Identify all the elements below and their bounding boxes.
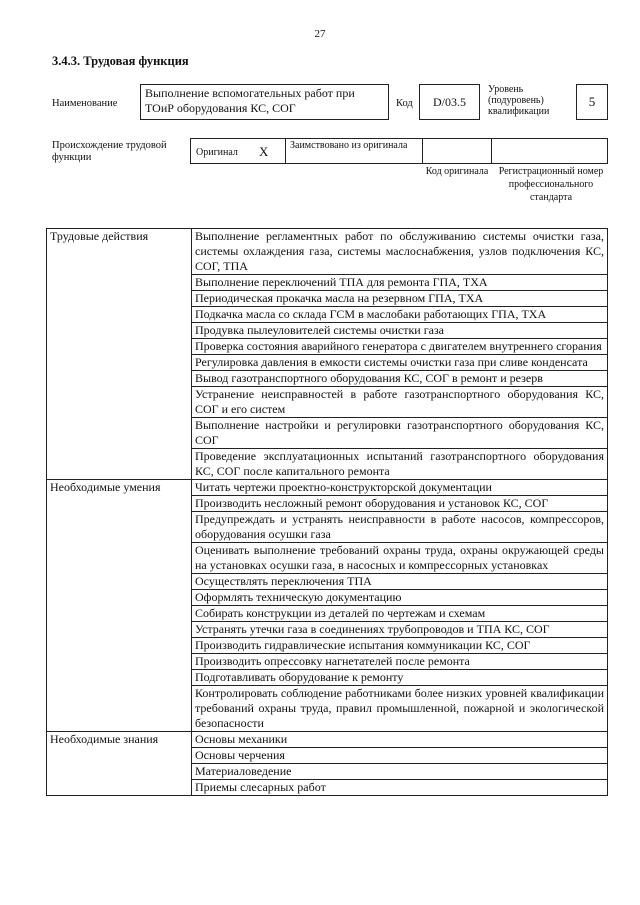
- section-item: Материаловедение: [192, 764, 608, 780]
- table-row: [47, 480, 608, 496]
- section-item: Выполнение настройки и регулировки газотранспортного оборудования КС, СОГ: [192, 418, 608, 449]
- section-item: Выполнение регламентных работ по обслуживанию системы очистки газа, системы охлаждения газа, системы маслоснабжения, узлов подключения КС, СОГ, ТПА: [192, 229, 608, 275]
- section-item: Оформлять техническую документацию: [192, 590, 608, 606]
- code-original-cell: [422, 138, 492, 164]
- section-item: Устранение неисправностей в работе газотранспортного оборудования КС, СОГ и его систем: [192, 387, 608, 418]
- section-item: Производить гидравлические испытания коммуникации КС, СОГ: [192, 638, 608, 654]
- section-title: Трудовые действия: [47, 229, 192, 480]
- name-label: Наименование: [52, 98, 118, 109]
- section-item: Вывод газотранспортного оборудования КС, СОГ в ремонт и резерв: [192, 371, 608, 387]
- borrowed-label: Заимствовано из оригинала: [290, 140, 408, 151]
- table-row: [47, 732, 608, 748]
- section-item: Проведение эксплуатационных испытаний газотранспортного оборудования КС, СОГ после капитального ремонта: [192, 449, 608, 480]
- page-number: 27: [314, 28, 326, 40]
- section-item: Собирать конструкции из деталей по чертежам и схемам: [192, 606, 608, 622]
- level-label: Уровень (подуровень) квалификации: [488, 84, 550, 117]
- section-item: Производить несложный ремонт оборудования и установок КС, СОГ: [192, 496, 608, 512]
- original-mark: X: [259, 144, 269, 159]
- code-original-label: Код оригинала: [425, 166, 489, 177]
- section-item: Оценивать выполнение требований охраны труда, охраны окружающей среды на установках осушки газа, в насосных и компрессорных установках: [192, 543, 608, 574]
- section-item: Производить опрессовку нагнетателей после ремонта: [192, 654, 608, 670]
- code-label: Код: [396, 98, 413, 109]
- original-cell: [190, 138, 286, 164]
- origin-table: [190, 138, 608, 164]
- section-heading: 3.4.3. Трудовая функция: [52, 54, 189, 68]
- section-item: Выполнение переключений ТПА для ремонта ГПА, ТХА: [192, 275, 608, 291]
- reg-number-cell: [491, 138, 608, 164]
- section-title: Необходимые знания: [47, 732, 192, 796]
- origin-label: Происхождение трудовой функции: [52, 140, 167, 163]
- section-item: Подкачка масла со склада ГСМ в маслобаки работающих ГПА, ТХА: [192, 307, 608, 323]
- function-details-table: [46, 228, 608, 796]
- section-title: Необходимые умения: [47, 480, 192, 732]
- section-item: Продувка пылеуловителей системы очистки газа: [192, 323, 608, 339]
- borrowed-cell: [285, 138, 423, 164]
- original-label: Оригинал: [196, 147, 238, 158]
- section-item: Основы черчения: [192, 748, 608, 764]
- table-row: [47, 229, 608, 275]
- section-item: Осуществлять переключения ТПА: [192, 574, 608, 590]
- section-item: Регулировка давления в емкости системы очистки газа при сливе конденсата: [192, 355, 608, 371]
- section-item: Контролировать соблюдение работниками более низких уровней квалификации требований охраны труда, правил промышленной, пожарной и экологической безопасности: [192, 686, 608, 732]
- section-item: Периодическая прокачка масла на резервном ГПА, ТХА: [192, 291, 608, 307]
- reg-number-label: Регистрационный номер профессионального стандарта: [498, 166, 604, 203]
- level-value-box: 5: [576, 84, 608, 120]
- function-name-box: Выполнение вспомогательных работ при ТОиР оборудования КС, СОГ: [140, 84, 389, 120]
- section-item: Читать чертежи проектно-конструкторской документации: [192, 480, 608, 496]
- section-item: Основы механики: [192, 732, 608, 748]
- section-item: Подготавливать оборудование к ремонту: [192, 670, 608, 686]
- section-item: Предупреждать и устранять неисправности в работе насосов, компрессоров, оборудования осушки газа: [192, 512, 608, 543]
- section-item: Приемы слесарных работ: [192, 780, 608, 796]
- section-item: Устранять утечки газа в соединениях трубопроводов и ТПА КС, СОГ: [192, 622, 608, 638]
- section-item: Проверка состояния аварийного генератора с двигателем внутреннего сгорания: [192, 339, 608, 355]
- code-value-box: D/03.5: [419, 84, 480, 120]
